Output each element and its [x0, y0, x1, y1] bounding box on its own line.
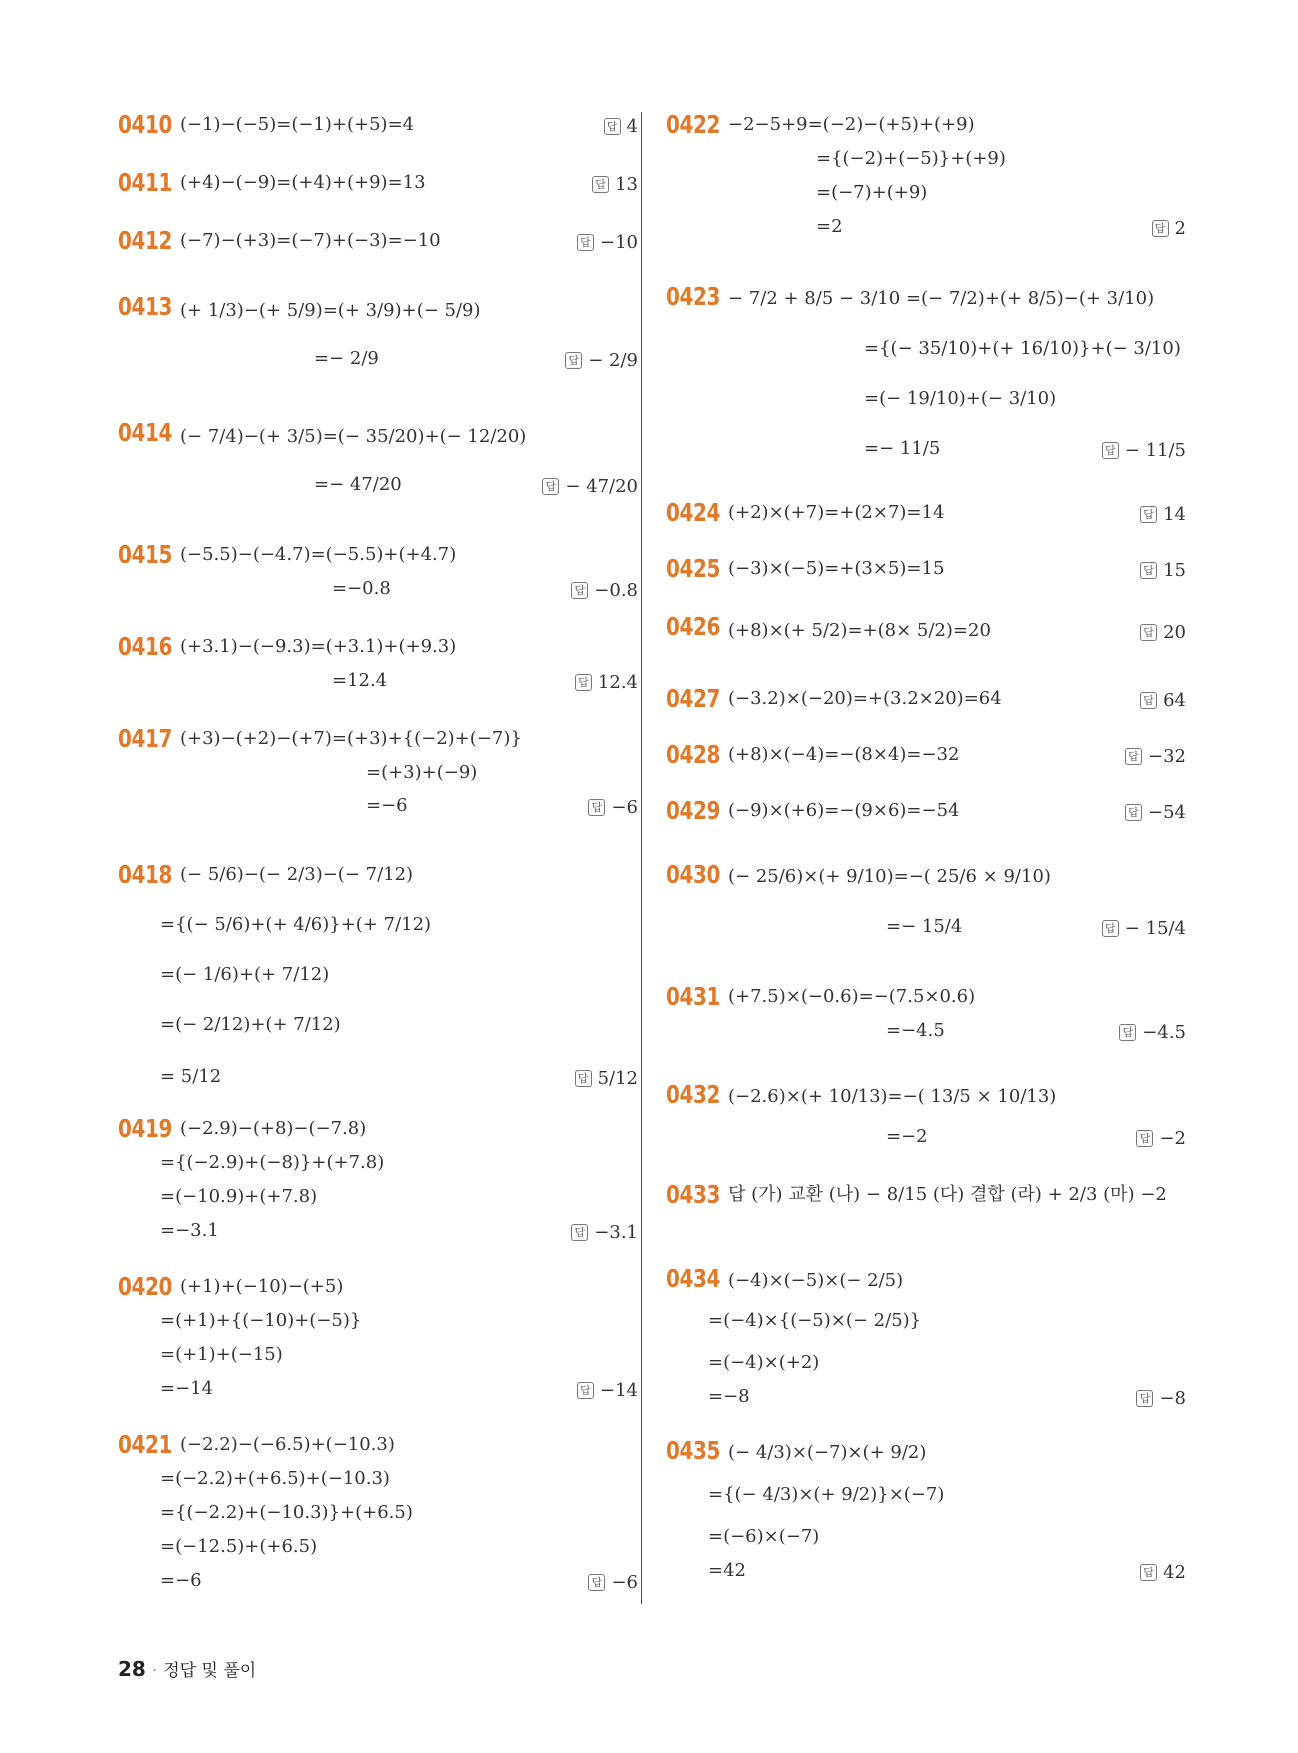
- answer-badge-icon: 답: [1125, 804, 1142, 821]
- answer-badge-icon: 답: [1140, 692, 1157, 709]
- answer: [1136, 1128, 1186, 1149]
- problem-number: 0420: [118, 1272, 173, 1301]
- answer-value: −32: [1148, 746, 1186, 767]
- solution-line: (−2.2)−(−6.5)+(−10.3): [180, 1434, 395, 1455]
- answer-value: 12.4: [597, 672, 638, 693]
- solution-line: (−2.6)×(+ 10/13)=−( 13/5 × 10/13): [728, 1086, 1057, 1107]
- solution-line: (+8)×(+ 5/2)=+(8× 5/2)=20: [728, 620, 991, 641]
- answer-value: − 11/5: [1124, 440, 1186, 461]
- footer-label: 정답 및 풀이: [163, 1661, 257, 1681]
- problem-number: 0417: [118, 724, 173, 753]
- answer: [1136, 1388, 1186, 1409]
- solution-line: =(+1)+{(−10)+(−5)}: [160, 1310, 362, 1331]
- answer-value: 64: [1163, 690, 1186, 711]
- solution-line: =−6: [160, 1570, 202, 1591]
- solution-line: =− 11/5: [864, 438, 941, 459]
- answer: [1102, 918, 1186, 939]
- answer-value: −3.1: [594, 1222, 638, 1243]
- answer-value: 20: [1163, 622, 1186, 643]
- solution-line: (−7)−(+3)=(−7)+(−3)=−10: [180, 230, 441, 251]
- solution-line: =(−4)×{(−5)×(− 2/5)}: [708, 1310, 922, 1331]
- answer-value: 4: [626, 116, 638, 137]
- solution-line: =12.4: [332, 670, 388, 691]
- answer: [1125, 802, 1186, 823]
- solution-line: (− 5/6)−(− 2/3)−(− 7/12): [180, 864, 414, 885]
- solution-line: 답 (가) 교환 (나) − 8/15 (다) 결합 (라) + 2/3 (마) −2: [728, 1184, 1167, 1205]
- answer-value: 13: [615, 174, 638, 195]
- answer: [1119, 1022, 1186, 1043]
- answer-badge-icon: 답: [1140, 1564, 1157, 1581]
- answer-value: −0.8: [594, 580, 638, 601]
- solution-line: (+1)+(−10)−(+5): [180, 1276, 344, 1297]
- answer-badge-icon: 답: [592, 176, 609, 193]
- answer: [1140, 504, 1186, 525]
- solution-line: (+3)−(+2)−(+7)=(+3)+{(−2)+(−7)}: [180, 728, 522, 749]
- solution-line: ={(−2.2)+(−10.3)}+(+6.5): [160, 1502, 413, 1523]
- solution-line: ={(− 5/6)+(+ 4/6)}+(+ 7/12): [160, 914, 432, 935]
- solution-line: =(− 2/12)+(+ 7/12): [160, 1014, 341, 1035]
- answer-badge-icon: 답: [588, 1574, 605, 1591]
- answer-badge-icon: 답: [1140, 624, 1157, 641]
- answer-value: −6: [611, 797, 638, 818]
- solution-line: =−8: [708, 1386, 750, 1407]
- solution-line: (−9)×(+6)=−(9×6)=−54: [728, 800, 960, 821]
- answer: [565, 350, 638, 371]
- solution-line: (− 7/4)−(+ 3/5)=(− 35/20)+(− 12/20): [180, 426, 527, 447]
- problem-number: 0421: [118, 1430, 173, 1459]
- answer-badge-icon: 답: [588, 799, 605, 816]
- solution-line: =−3.1: [160, 1220, 219, 1241]
- answer: [571, 1222, 638, 1243]
- answer: [542, 476, 638, 497]
- answer-value: −14: [600, 1380, 638, 1401]
- solution-line: (− 4/3)×(−7)×(+ 9/2): [728, 1442, 927, 1463]
- solution-line: (+8)×(−4)=−(8×4)=−32: [728, 744, 960, 765]
- solution-line: (+ 1/3)−(+ 5/9)=(+ 3/9)+(− 5/9): [180, 300, 481, 321]
- solution-line: =(+3)+(−9): [366, 762, 478, 783]
- answer-badge-icon: 답: [1140, 562, 1157, 579]
- problem-number: 0414: [118, 418, 173, 447]
- solution-line: =(− 1/6)+(+ 7/12): [160, 964, 330, 985]
- solution-line: − 7/2 + 8/5 − 3/10 =(− 7/2)+(+ 8/5)−(+ 3/10): [728, 288, 1155, 309]
- answer-badge-icon: 답: [542, 478, 559, 495]
- answer: [571, 580, 638, 601]
- problem-number: 0425: [666, 554, 721, 583]
- solution-line: (−5.5)−(−4.7)=(−5.5)+(+4.7): [180, 544, 457, 565]
- answer-badge-icon: 답: [1140, 506, 1157, 523]
- answer-badge-icon: 답: [1119, 1024, 1136, 1041]
- answer-badge-icon: 답: [565, 352, 582, 369]
- problem-number: 0415: [118, 540, 173, 569]
- solution-line: =(−12.5)+(+6.5): [160, 1536, 318, 1557]
- answer-value: −8: [1159, 1388, 1186, 1409]
- answer-value: −4.5: [1142, 1022, 1186, 1043]
- solution-line: =− 47/20: [314, 474, 402, 495]
- page-footer: [118, 1656, 256, 1681]
- answer: [1140, 690, 1186, 711]
- solution-line: =(+1)+(−15): [160, 1344, 283, 1365]
- answer-badge-icon: 답: [1136, 1390, 1153, 1407]
- answer: [1102, 440, 1186, 461]
- column-divider: [641, 112, 642, 1604]
- solution-line: ={(− 4/3)×(+ 9/2)}×(−7): [708, 1484, 945, 1505]
- problem-number: 0429: [666, 796, 721, 825]
- problem-number: 0427: [666, 684, 721, 713]
- solution-line: (+7.5)×(−0.6)=−(7.5×0.6): [728, 986, 976, 1007]
- answer-badge-icon: 답: [571, 582, 588, 599]
- solution-line: =−0.8: [332, 578, 391, 599]
- solution-line: = 5/12: [160, 1066, 222, 1087]
- problem-number: 0430: [666, 860, 721, 889]
- answer-badge-icon: 답: [571, 1224, 588, 1241]
- solution-line: =42: [708, 1560, 746, 1581]
- solution-line: =(−2.2)+(+6.5)+(−10.3): [160, 1468, 390, 1489]
- answer-value: −10: [600, 232, 638, 253]
- solution-line: =(−10.9)+(+7.8): [160, 1186, 318, 1207]
- solution-line: =(−7)+(+9): [816, 182, 928, 203]
- answer-value: − 2/9: [588, 350, 638, 371]
- answer: [577, 232, 638, 253]
- solution-line: ={(− 35/10)+(+ 16/10)}+(− 3/10): [864, 338, 1181, 359]
- answer-badge-icon: 답: [1102, 442, 1119, 459]
- answer: [577, 1380, 638, 1401]
- answer: [592, 174, 638, 195]
- answer: [575, 672, 638, 693]
- solution-line: (−2.9)−(+8)−(−7.8): [180, 1118, 367, 1139]
- solution-line: =−2: [886, 1126, 928, 1147]
- answer-value: −6: [611, 1572, 638, 1593]
- problem-number: 0431: [666, 982, 721, 1011]
- answer-badge-icon: 답: [604, 118, 621, 135]
- answer-badge-icon: 답: [1136, 1130, 1153, 1147]
- solution-line: (+2)×(+7)=+(2×7)=14: [728, 502, 945, 523]
- answer-value: −54: [1148, 802, 1186, 823]
- answer-badge-icon: 답: [577, 234, 594, 251]
- solution-line: (+3.1)−(−9.3)=(+3.1)+(+9.3): [180, 636, 457, 657]
- answer-badge-icon: 답: [577, 1382, 594, 1399]
- answer-badge-icon: 답: [1152, 220, 1169, 237]
- problem-number: 0432: [666, 1080, 721, 1109]
- page-number: 28: [118, 1657, 146, 1681]
- solution-line: =−6: [366, 795, 408, 816]
- solution-line: (−1)−(−5)=(−1)+(+5)=4: [180, 114, 415, 135]
- problem-number: 0424: [666, 498, 721, 527]
- answer: [1125, 746, 1186, 767]
- answer: [588, 1572, 638, 1593]
- answer-badge-icon: 답: [1125, 748, 1142, 765]
- footer-dot: ·: [151, 1661, 158, 1681]
- answer-value: −2: [1159, 1128, 1186, 1149]
- solution-line: (−3.2)×(−20)=+(3.2×20)=64: [728, 688, 1002, 709]
- answer-badge-icon: 답: [575, 674, 592, 691]
- answer-value: 5/12: [597, 1068, 638, 1089]
- problem-number: 0416: [118, 632, 173, 661]
- solution-line: =(−4)×(+2): [708, 1352, 820, 1373]
- solution-line: (+4)−(−9)=(+4)+(+9)=13: [180, 172, 426, 193]
- problem-number: 0419: [118, 1114, 173, 1143]
- solution-line: =(−6)×(−7): [708, 1526, 820, 1547]
- problem-number: 0410: [118, 110, 173, 139]
- answer-value: − 47/20: [565, 476, 638, 497]
- answer: [1140, 1562, 1186, 1583]
- problem-number: 0423: [666, 282, 721, 311]
- problem-number: 0426: [666, 612, 721, 641]
- solution-line: =− 2/9: [314, 348, 379, 369]
- problem-number: 0428: [666, 740, 721, 769]
- answer-value: 15: [1163, 560, 1186, 581]
- answer-badge-icon: 답: [1102, 920, 1119, 937]
- answer: [1152, 218, 1186, 239]
- solution-line: ={(−2)+(−5)}+(+9): [816, 148, 1006, 169]
- problem-number: 0433: [666, 1180, 721, 1209]
- problem-number: 0412: [118, 226, 173, 255]
- problem-number: 0413: [118, 292, 173, 321]
- solution-line: (− 25/6)×(+ 9/10)=−( 25/6 × 9/10): [728, 866, 1051, 887]
- solution-line: =2: [816, 216, 843, 237]
- solution-line: (−3)×(−5)=+(3×5)=15: [728, 558, 945, 579]
- solution-line: ={(−2.9)+(−8)}+(+7.8): [160, 1152, 385, 1173]
- solution-line: (−4)×(−5)×(− 2/5): [728, 1270, 904, 1291]
- answer: [1140, 560, 1186, 581]
- answer-badge-icon: 답: [575, 1070, 592, 1087]
- answer-value: 2: [1174, 218, 1186, 239]
- answer: [604, 116, 638, 137]
- answer-value: − 15/4: [1124, 918, 1186, 939]
- problem-number: 0418: [118, 860, 173, 889]
- answer: [1140, 622, 1186, 643]
- answer: [575, 1068, 638, 1089]
- problem-number: 0422: [666, 110, 721, 139]
- problem-number: 0411: [118, 168, 173, 197]
- solution-line: =−14: [160, 1378, 214, 1399]
- solution-line: −2−5+9=(−2)−(+5)+(+9): [728, 114, 975, 135]
- problem-number: 0434: [666, 1264, 721, 1293]
- answer-value: 42: [1163, 1562, 1186, 1583]
- solution-line: =− 15/4: [886, 916, 963, 937]
- problem-number: 0435: [666, 1436, 721, 1465]
- solution-line: =−4.5: [886, 1020, 945, 1041]
- answer-value: 14: [1163, 504, 1186, 525]
- answer: [588, 797, 638, 818]
- solution-line: =(− 19/10)+(− 3/10): [864, 388, 1057, 409]
